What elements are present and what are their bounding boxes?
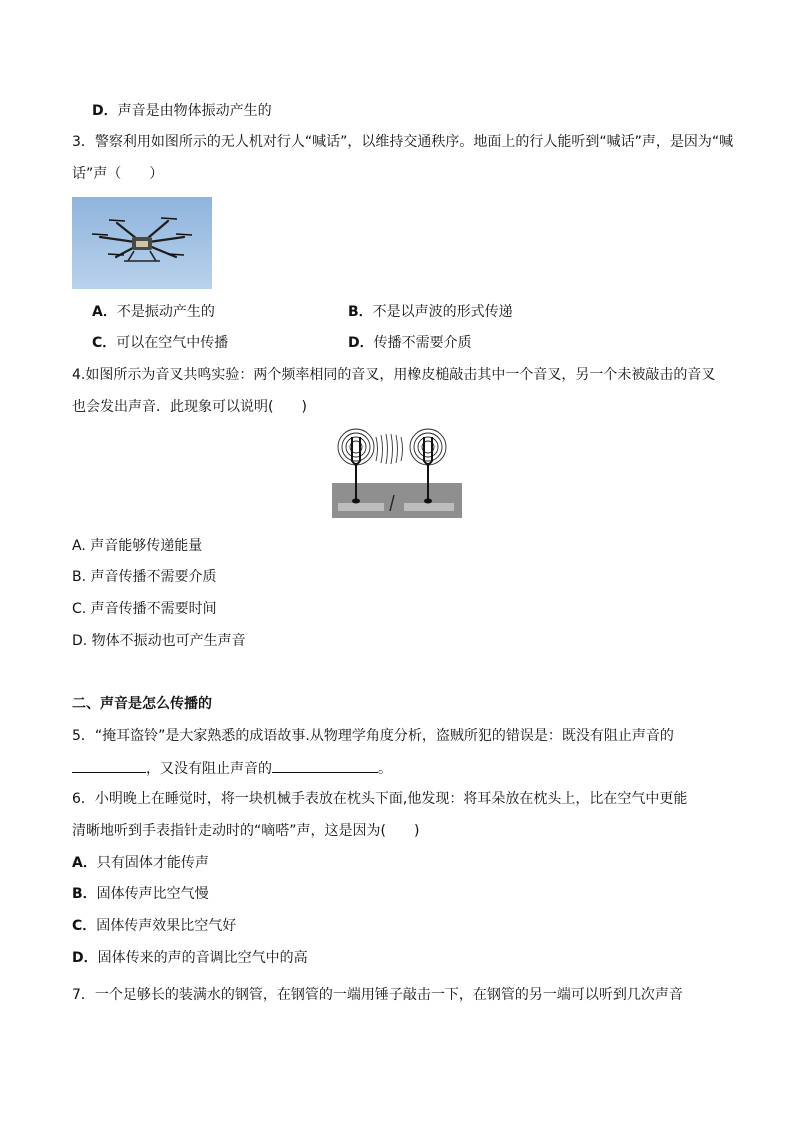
q5-blank-1[interactable]	[72, 758, 146, 773]
q3-option-b-label: B．	[348, 304, 373, 320]
drone-photo	[72, 197, 212, 289]
tuning-fork-figure	[332, 425, 462, 518]
q5-stem-line2	[72, 758, 392, 779]
q5-stem-end: 。	[378, 761, 392, 777]
q3-stem-line1: 3．警察利用如图所示的无人机对行人“喊话”，以维持交通秩序。地面上的行人能听到“喊话”声，是因为“喊	[72, 134, 734, 150]
q6-option-a	[72, 853, 209, 873]
q6-option-a-text: 只有固体才能传声	[96, 855, 209, 871]
q6-option-c-text: 固体传声效果比空气好	[96, 918, 237, 934]
q4-stem-line1: 4.如图所示为音叉共鸣实验：两个频率相同的音叉，用橡皮槌敲击其中一个音叉，另一个未被敲击的音叉	[72, 367, 716, 383]
q3-stem-line2: 话”声（ ）	[72, 166, 164, 182]
q3-option-c	[92, 333, 228, 353]
q7-stem-line1: 7．一个足够长的装满水的钢管，在钢管的一端用锤子敲击一下，在钢管的另一端可以听到几次声音	[72, 987, 683, 1003]
q3-option-a	[92, 302, 215, 322]
section-heading: 二、声音是怎么传播的	[72, 696, 212, 712]
q6-option-d	[72, 948, 308, 968]
q6-stem-line2: 清晰地听到手表指针走动时的“嘀嗒”声，这是因为( )	[72, 823, 420, 839]
q3-option-a-label: A．	[92, 304, 117, 320]
q5-blank-2[interactable]	[272, 758, 378, 773]
q6-option-c	[72, 916, 236, 936]
q6-option-b	[72, 884, 209, 904]
q5-stem-line1: 5．“掩耳盗铃”是大家熟悉的成语故事.从物理学角度分析，盗贼所犯的错误是：既没有阻止声音的	[72, 728, 674, 744]
q4-stem-line2: 也会发出声音．此现象可以说明( )	[72, 399, 307, 415]
q3-option-d	[348, 333, 472, 353]
q6-stem-line1: 6．小明晚上在睡觉时，将一块机械手表放在枕头下面,他发现：将耳朵放在枕头上，比在空气中更能	[72, 791, 688, 807]
q3-option-a-text: 不是振动产生的	[116, 304, 215, 320]
q3-option-b-text: 不是以声波的形式传递	[372, 304, 513, 320]
q2-option-d	[92, 101, 272, 121]
q4-option-c: C. 声音传播不需要时间	[72, 601, 217, 617]
q6-option-b-text: 固体传声比空气慢	[96, 886, 209, 902]
q6-option-d-label: D．	[72, 950, 98, 966]
q3-option-d-label: D．	[348, 335, 374, 351]
q3-option-b	[348, 302, 513, 322]
q6-option-a-label: A．	[72, 855, 97, 871]
q6-option-b-label: B．	[72, 886, 97, 902]
q6-option-d-text: 固体传来的声的音调比空气中的高	[97, 950, 308, 966]
q4-option-b: B. 声音传播不需要介质	[72, 569, 217, 585]
q2-option-d-text: 声音是由物体振动产生的	[117, 103, 272, 119]
q2-option-d-label: D．	[92, 103, 118, 119]
q6-option-c-label: C．	[72, 918, 97, 934]
q5-stem-mid: ，又没有阻止声音的	[146, 761, 272, 777]
q4-option-a: A. 声音能够传递能量	[72, 538, 203, 554]
q3-option-d-text: 传播不需要介质	[373, 335, 472, 351]
q3-option-c-label: C．	[92, 335, 117, 351]
q3-option-c-text: 可以在空气中传播	[116, 335, 229, 351]
q4-option-d: D. 物体不振动也可产生声音	[72, 633, 246, 649]
